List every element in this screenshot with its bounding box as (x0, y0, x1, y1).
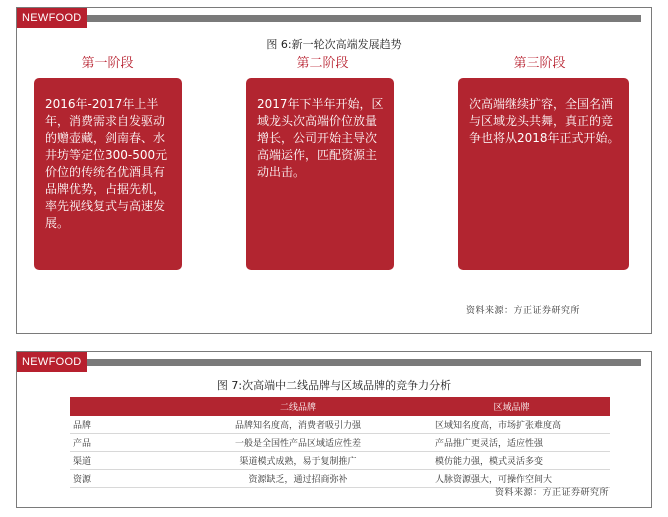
row-regional: 人脉资源强大，可操作空间大 (413, 470, 610, 488)
table-row (70, 452, 610, 470)
comparison-table (70, 397, 610, 488)
row-category: 产品 (70, 434, 183, 452)
row-category: 渠道 (70, 452, 183, 470)
stage-1-text: 2016年-2017年上半年，消费需求自发驱动的赠壶藏，剑南春、水井坊等定位300-500元价位的传统名优酒具有品牌优势，占据先机，率先视线复式与高速发展。 (45, 97, 168, 230)
stage-1-box (34, 78, 182, 270)
stage-2-box (246, 78, 394, 270)
brand-bar (17, 8, 651, 28)
table-header-regional: 区域品牌 (413, 397, 610, 416)
brand-bar (17, 352, 651, 372)
row-second-tier: 品牌知名度高，消费者吸引力强 (183, 416, 413, 434)
row-second-tier: 一般是全国性产品区域适应性差 (183, 434, 413, 452)
row-second-tier: 资源缺乏，通过招商弥补 (183, 470, 413, 488)
brand-logo: NEWFOOD (17, 8, 87, 28)
figure-7-panel (16, 351, 652, 508)
row-regional: 产品推广更灵活，适应性强 (413, 434, 610, 452)
brand-logo: NEWFOOD (17, 352, 87, 372)
stage-3-text: 次高端继续扩容，全国名酒与区域龙头共舞，真正的竞争也将从2018年正式开始。 (469, 97, 620, 145)
row-category: 资源 (70, 470, 183, 488)
row-regional: 模仿能力强，模式灵活多变 (413, 452, 610, 470)
table-header-blank (70, 397, 183, 416)
figure-6-title: 图 6:新一轮次高端发展趋势 (266, 38, 402, 51)
row-regional: 区域知名度高，市场扩张难度高 (413, 416, 610, 434)
table-row (70, 434, 610, 452)
table-header-second-tier: 二线品牌 (183, 397, 413, 416)
row-second-tier: 渠道模式成熟，易于复制推广 (183, 452, 413, 470)
figure-7-source: 资料来源：方正证券研究所 (495, 488, 610, 498)
figure-7-title: 图 7:次高端中二线品牌与区域品牌的竞争力分析 (216, 379, 452, 392)
stage-2-text: 2017年下半年开始，区域龙头次高端价位放量增长，公司开始主导次高端运作，匹配资源主动出击。 (257, 97, 384, 179)
brand-divider (87, 359, 641, 366)
stage-1-label: 第一阶段 (81, 56, 134, 71)
stage-3-label: 第三阶段 (513, 56, 566, 71)
figure-6-source: 资料来源：方正证券研究所 (466, 306, 581, 316)
stage-2-label: 第二阶段 (296, 56, 349, 71)
table-row (70, 416, 610, 434)
table-header-row (70, 397, 610, 416)
figure-6-panel (16, 7, 652, 334)
row-category: 品牌 (70, 416, 183, 434)
stage-3-box (458, 78, 629, 270)
brand-divider (87, 15, 641, 22)
